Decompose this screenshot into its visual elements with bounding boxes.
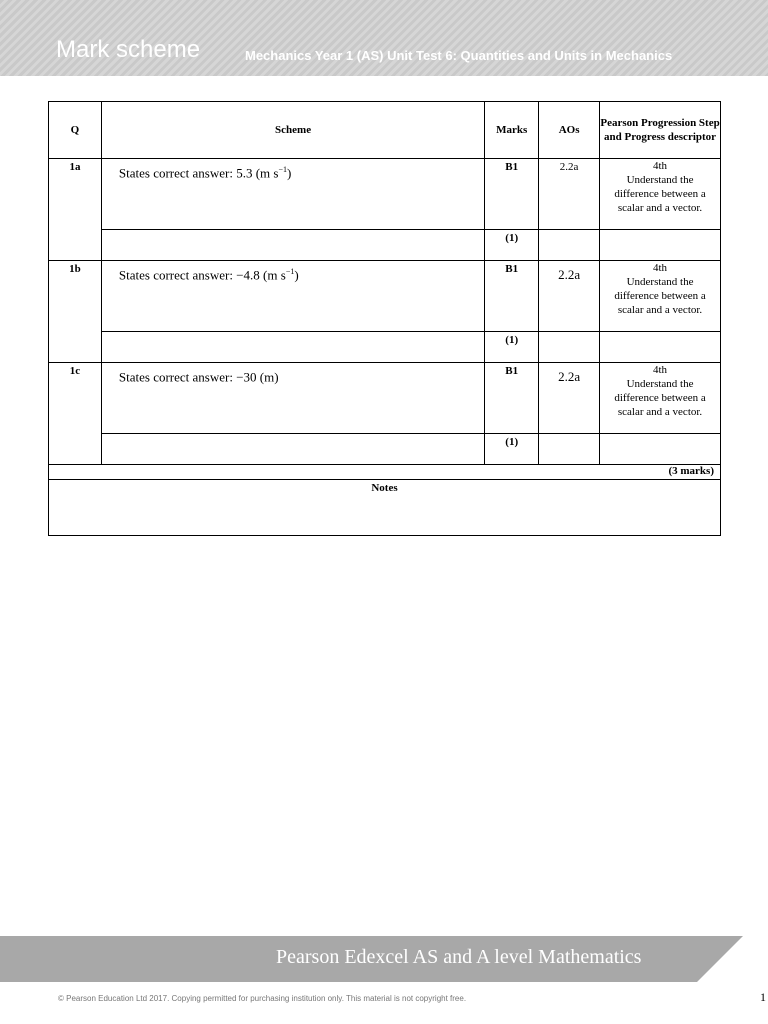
blank-cell [539, 434, 600, 465]
scheme-end: ) [294, 267, 299, 283]
progress-descriptor: Understand the difference between a scalar and a vector. [614, 276, 706, 316]
progress-step: 4th [653, 160, 668, 172]
scheme-blank-cell [101, 332, 484, 363]
question-number: 1b [49, 261, 102, 363]
mark-scheme-table [48, 101, 721, 536]
scheme-blank-cell [101, 434, 484, 465]
notes-label: Notes [49, 480, 721, 536]
scheme-blank-cell [101, 230, 484, 261]
subtotal-cell: (1) [485, 434, 539, 465]
table-header-row [49, 102, 721, 159]
mark-cell: B1 [485, 159, 539, 230]
blank-cell [539, 332, 600, 363]
table-row [49, 159, 721, 230]
footer-brand: Pearson Edexcel AS and A level Mathematics [276, 946, 642, 968]
page-number: 1 [760, 990, 766, 1004]
table-row [49, 363, 721, 434]
progress-step: 4th [653, 364, 668, 376]
total-marks: (3 marks) [49, 465, 721, 480]
scheme-cell [101, 363, 484, 434]
progress-descriptor: Understand the difference between a scalar and a vector. [614, 378, 706, 418]
mark-cell: B1 [485, 363, 539, 434]
ao-cell: 2.2a [539, 363, 600, 434]
copyright-notice: © Pearson Education Ltd 2017. Copying permitted for purchasing institution only. This material is not copyright free. [58, 994, 467, 1003]
descriptor-cell [600, 363, 721, 434]
scheme-superscript: −1 [285, 267, 295, 276]
mark-cell: B1 [485, 261, 539, 332]
blank-cell [600, 332, 721, 363]
subtotal-cell: (1) [485, 230, 539, 261]
blank-cell [600, 230, 721, 261]
table-subtotal-row [49, 434, 721, 465]
descriptor-cell [600, 261, 721, 332]
scheme-text: States correct answer: −4.8 (m s [118, 267, 286, 283]
header-aos: AOs [539, 102, 600, 159]
progress-step: 4th [653, 262, 668, 274]
scheme-cell [101, 261, 484, 332]
scheme-cell [101, 159, 484, 230]
progress-descriptor: Understand the difference between a scalar and a vector. [614, 174, 706, 214]
question-number: 1c [49, 363, 102, 465]
header-marks: Marks [485, 102, 539, 159]
page-title: Mark scheme [56, 36, 201, 63]
table-row [49, 261, 721, 332]
scheme-text: States correct answer: −30 (m) [118, 369, 279, 385]
header-banner [0, 0, 768, 76]
scheme-superscript: −1 [278, 165, 287, 174]
table-subtotal-row [49, 230, 721, 261]
scheme-text: States correct answer: 5.3 (m s [118, 165, 279, 181]
ao-cell: 2.2a [539, 159, 600, 230]
page-subtitle: Mechanics Year 1 (AS) Unit Test 6: Quantities and Units in Mechanics [245, 48, 673, 63]
blank-cell [539, 230, 600, 261]
header-q: Q [49, 102, 102, 159]
ao-cell: 2.2a [539, 261, 600, 332]
blank-cell [600, 434, 721, 465]
header-scheme: Scheme [101, 102, 484, 159]
descriptor-cell [600, 159, 721, 230]
notes-row [49, 480, 721, 536]
header-progression: Pearson Progression Step and Progress descriptor [600, 102, 721, 159]
scheme-end: ) [286, 165, 292, 181]
question-number: 1a [49, 159, 102, 261]
total-row [49, 465, 721, 480]
table-subtotal-row [49, 332, 721, 363]
subtotal-cell: (1) [485, 332, 539, 363]
